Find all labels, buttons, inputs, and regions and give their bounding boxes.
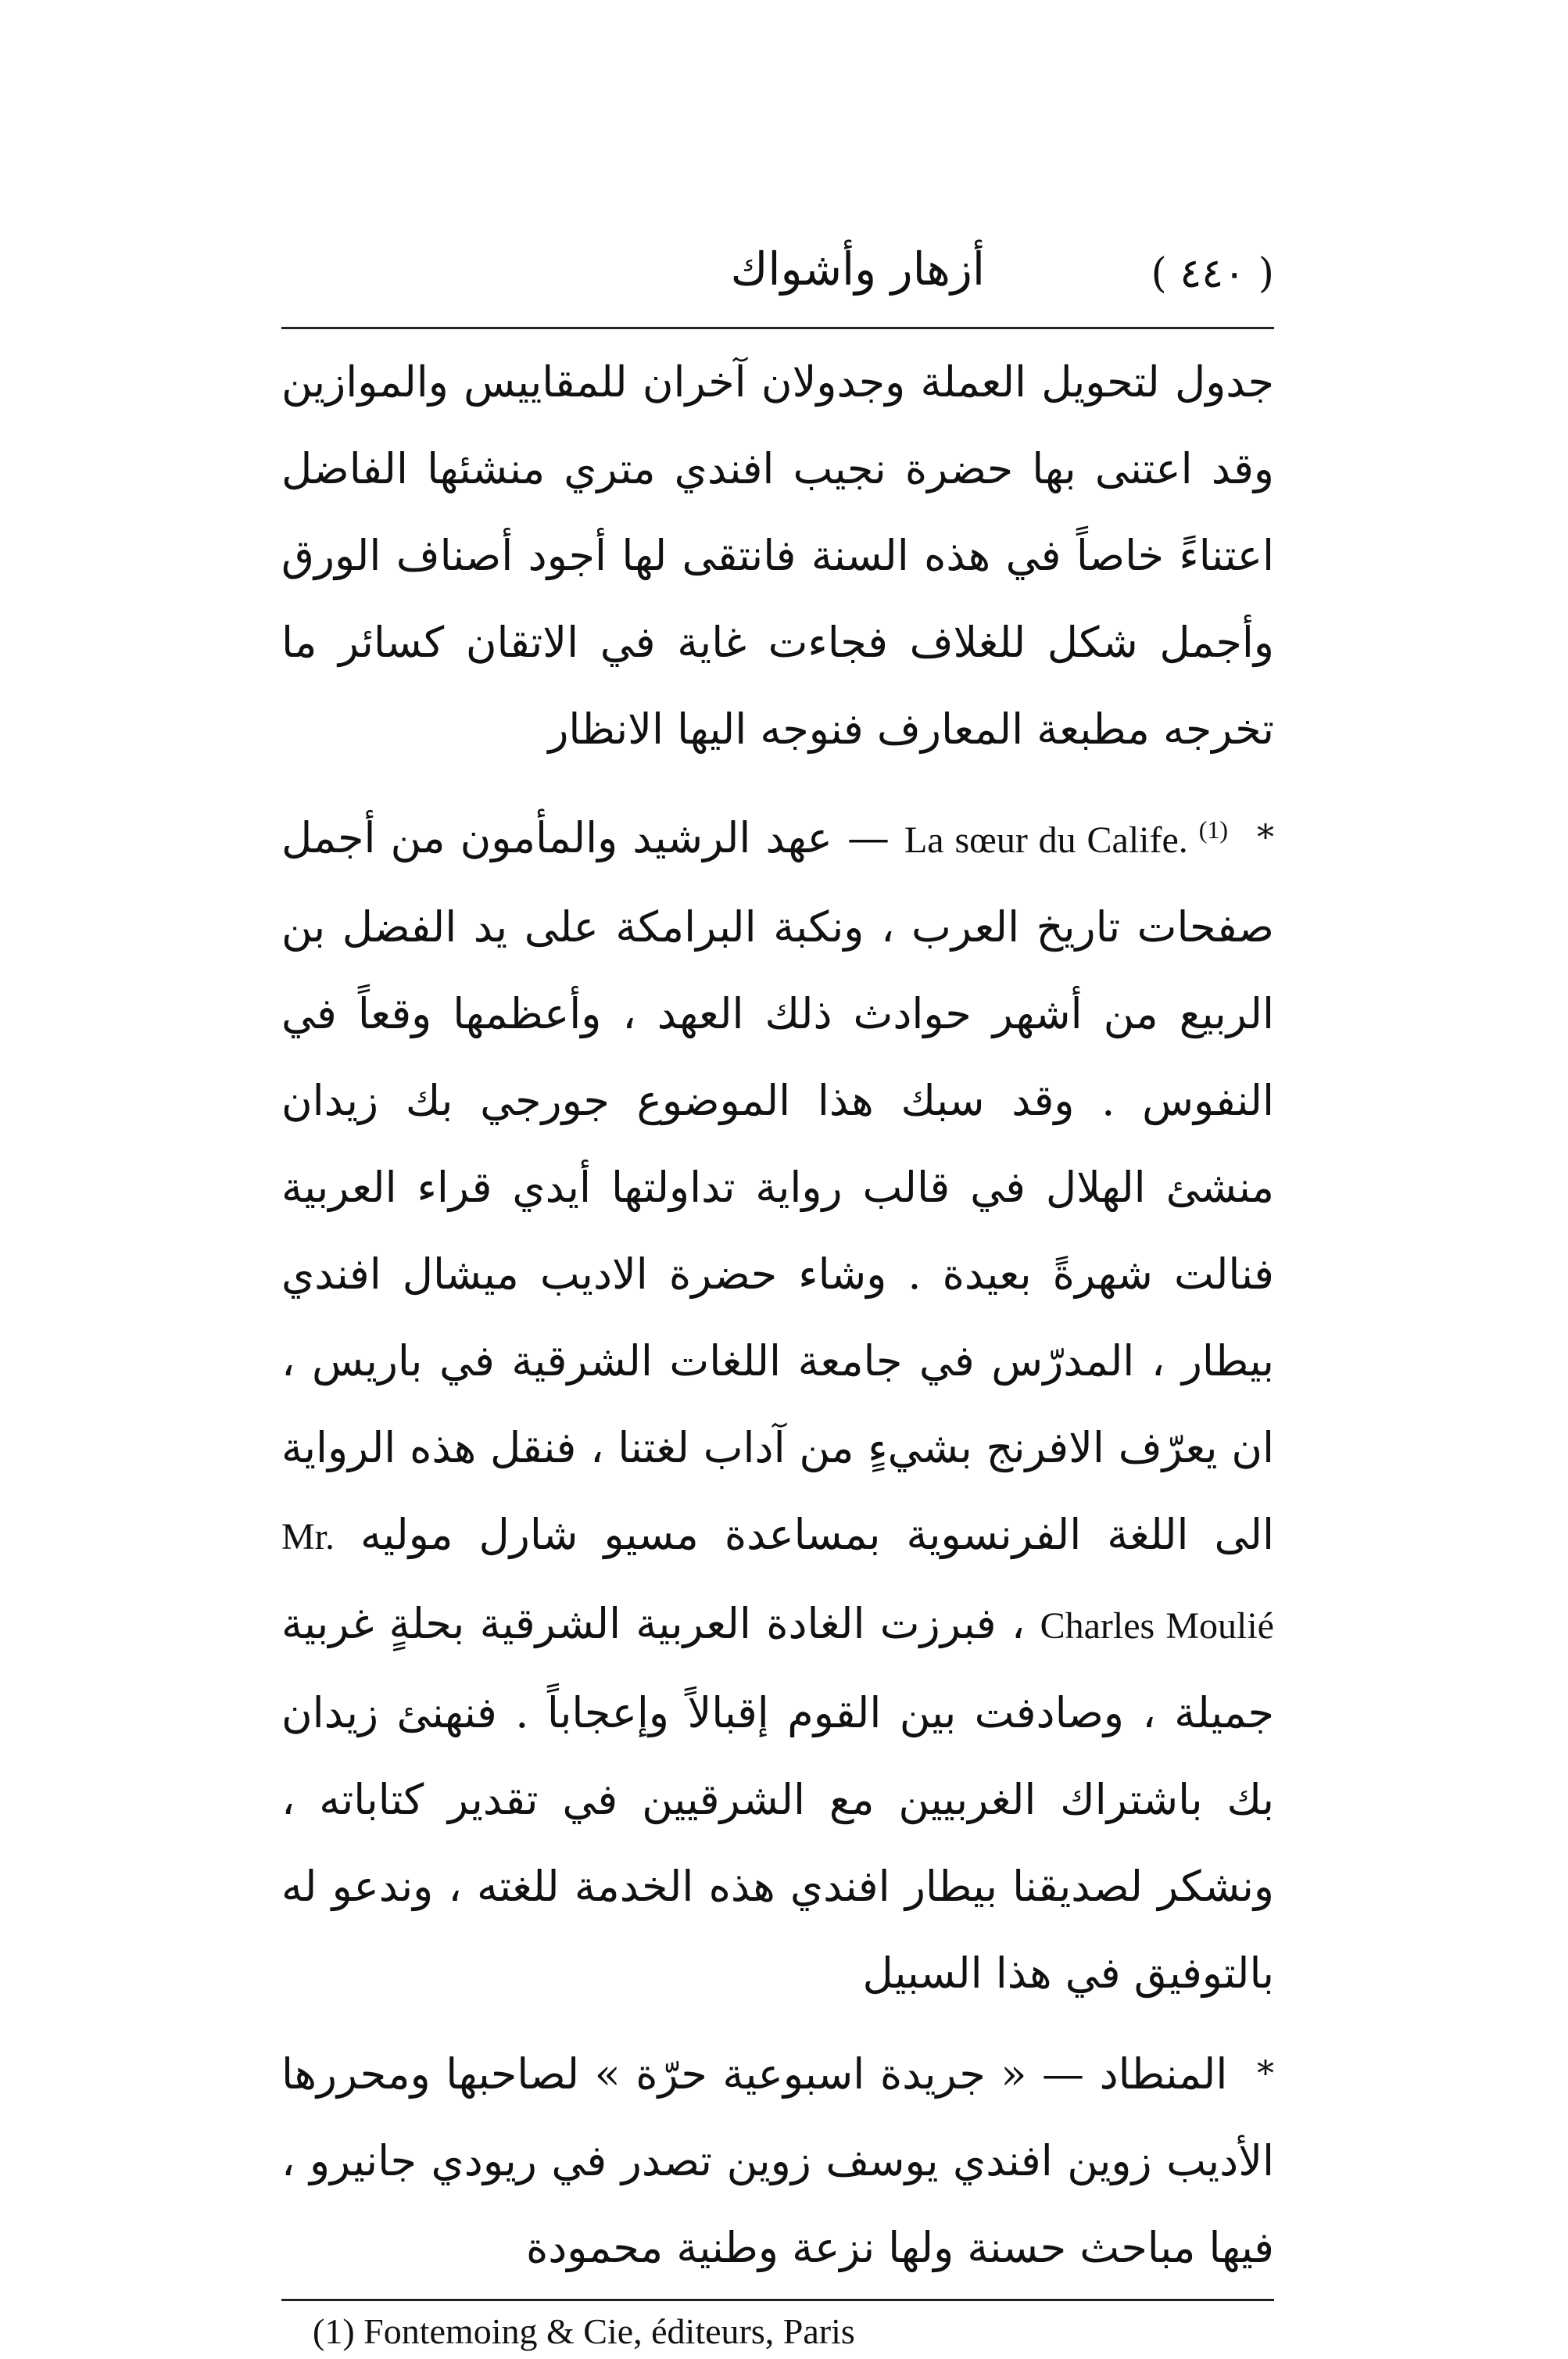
header-rule xyxy=(281,327,1274,329)
paragraph-1 xyxy=(281,339,1274,773)
title-dash: — xyxy=(832,813,904,862)
book-title-latin xyxy=(904,816,1228,861)
paragraph-2-text-continued: ، فبرزت الغادة العربية الشرقية بحلةٍ غربية جميلة ، وصادفت بين القوم إقبالاً وإعجاباً . فنهنئ زيدان بك باشتراك الغربيين مع الشرقيين في تقدير كتاباته ، ونشكر لصديقنا بيطار افندي هذه الخدمة للغته ، وندعو له بالتوفيق في هذا السبيل xyxy=(281,1599,1274,1998)
paragraph-2-text: عهد الرشيد والمأمون من أجمل صفحات تاريخ العرب ، ونكبة البرامكة على يد الفضل بن الربيع من أشهر حوادث ذلك العهد ، وأعظمها وقعاً في النفوس . وقد سبك هذا الموضوع جورجي بك زيدان منشئ الهلال في قالب رواية تداولتها أيدي قراء العربية فنالت شهرةً بعيدة . وشاء حضرة الاديب ميشال افندي بيطار ، المدرّس في جامعة اللغات الشرقية في باريس ، ان يعرّف الافرنج بشيءٍ من آداب لغتنا ، فنقل هذه الرواية الى اللغة الفرنسوية بمساعدة مسيو شارل موليه xyxy=(281,813,1274,1559)
footnote-text: Fontemoing & Cie, éditeurs, Paris xyxy=(363,2311,855,2351)
paragraph-3 xyxy=(281,2031,1274,2291)
footnote-rule xyxy=(281,2299,1274,2301)
paragraph-2 xyxy=(281,787,1274,2017)
page xyxy=(281,235,1274,2359)
footnote xyxy=(281,2304,1274,2359)
footnote-reference: (1) xyxy=(1198,816,1228,844)
asterisk-marker: * xyxy=(1257,2054,1275,2094)
page-header xyxy=(281,235,1274,313)
page-number: ( ٤٤٠ ) xyxy=(1151,250,1274,297)
translator-name-latin: Mr. Charles Moulié xyxy=(281,1516,1274,1647)
footnote-number: (1) xyxy=(313,2311,355,2351)
body-text xyxy=(281,339,1274,2291)
paragraph-3-text: المنطاد — « جريدة اسبوعية حرّة » لصاحبها ومحررها الأديب زوين افندي يوسف زوين تصدر في ريودي جانيرو ، فيها مباحث حسنة ولها نزعة وطنية محمودة xyxy=(281,2049,1274,2272)
asterisk-marker: * xyxy=(1257,818,1275,858)
running-title: أزهار وأشواك xyxy=(730,242,985,296)
book-title-latin-text: La sœur du Calife. xyxy=(904,819,1188,861)
paragraph-1-text: جدول لتحويل العملة وجدولان آخران للمقاييس والموازين وقد اعتنى بها حضرة نجيب افندي متري منشئها الفاضل اعتناءً خاصاً في هذه السنة فانتقى لها أجود أصناف الورق وأجمل شكل للغلاف فجاءت غاية في الاتقان كسائر ما تخرجه مطبعة المعارف فنوجه اليها الانظار xyxy=(281,357,1274,754)
